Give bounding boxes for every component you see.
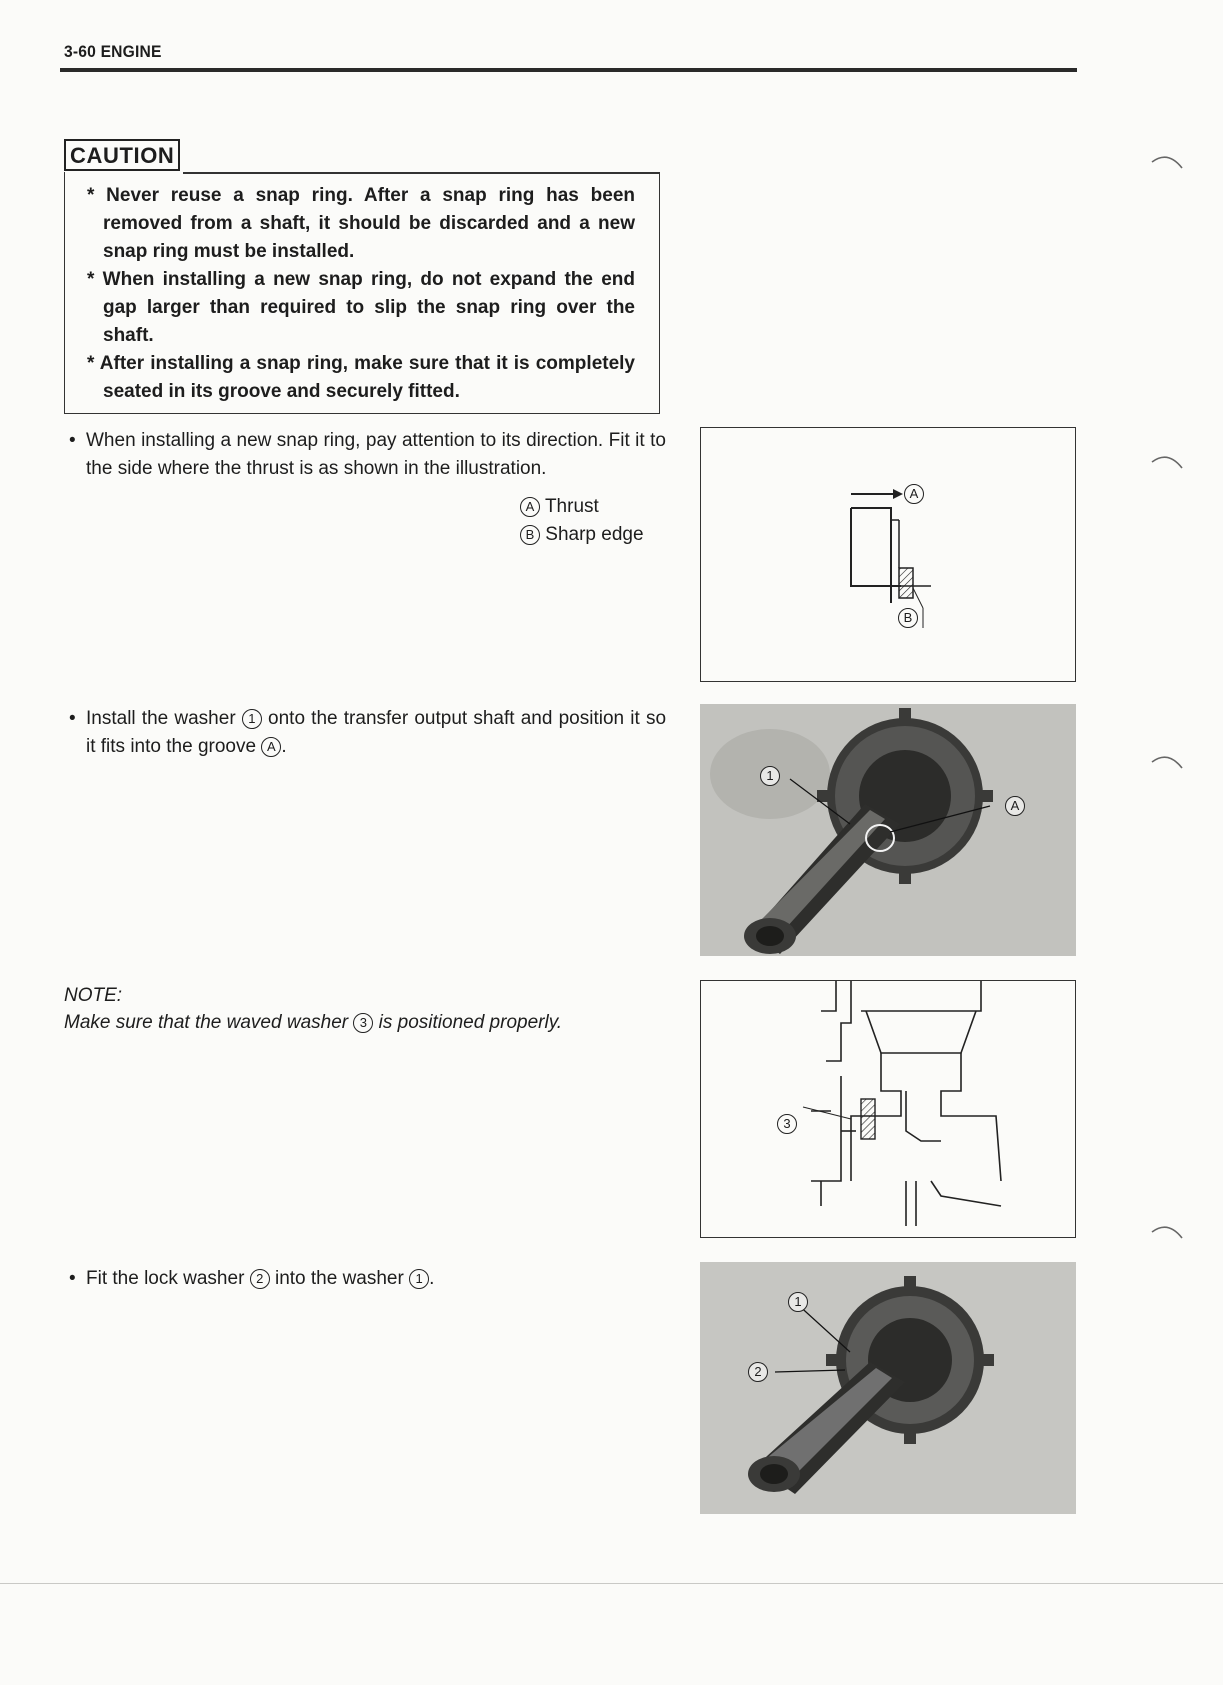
callout-a: A (1005, 796, 1025, 816)
circled-key: 3 (353, 1013, 373, 1033)
callout-b: B (898, 608, 918, 628)
circled-key: A (261, 737, 281, 757)
bullet: • (69, 708, 76, 729)
callout-3: 3 (777, 1114, 797, 1134)
waved-washer-drawing (701, 981, 1074, 1236)
caution-item: * Never reuse a snap ring. After a snap ring has been removed from a shaft, it should be discarded and a new snap ring must be installed. (87, 185, 635, 262)
callout-a: A (904, 484, 924, 504)
page-header: 3-60 ENGINE (64, 42, 162, 61)
lock-washer-photo (700, 1262, 1076, 1514)
legend-sharp-edge (520, 521, 644, 549)
caution-item: * After installing a snap ring, make sure that it is completely seated in its groove and securely fitted. (87, 353, 635, 402)
snap-ring-instruction (69, 427, 666, 483)
snap-ring-diagram (700, 427, 1076, 682)
binding-marks (1150, 150, 1190, 1450)
bullet: • (69, 1268, 76, 1289)
circled-key: 1 (242, 709, 262, 729)
caution-label: CAUTION (64, 139, 180, 171)
note-text-2: is positioned properly. (378, 1012, 563, 1033)
legend-thrust (520, 493, 599, 521)
circled-key: A (520, 497, 540, 517)
lock-washer-instruction (69, 1265, 666, 1293)
callout-1: 1 (760, 766, 780, 786)
snap-ring-drawing (701, 428, 1074, 680)
snap-ring-text: When installing a new snap ring, pay attention to its direction. Fit it to the side where the thrust is as shown in the illustration. (86, 430, 666, 479)
washer-text-1: Install the washer (86, 708, 236, 729)
caution-item: * When installing a new snap ring, do not expand the end gap larger than required to slip the snap ring over the shaft. (87, 269, 635, 346)
note-text (64, 1012, 562, 1034)
washer-text-3: . (281, 736, 287, 757)
lock-washer-photo-drawing (700, 1262, 1076, 1514)
page-bottom-rule (0, 1583, 1223, 1584)
legend-text: Sharp edge (545, 524, 644, 545)
note-text-1: Make sure that the waved washer (64, 1012, 349, 1033)
circled-key: 2 (250, 1269, 270, 1289)
lock-washer-text-3: . (429, 1268, 435, 1289)
washer-photo (700, 704, 1076, 956)
callout-2: 2 (748, 1362, 768, 1382)
callout-1: 1 (788, 1292, 808, 1312)
legend-text: Thrust (544, 496, 599, 517)
bullet: • (69, 430, 76, 451)
washer-instruction (69, 705, 667, 761)
header-rule (60, 68, 1077, 72)
caution-box (64, 172, 660, 414)
lock-washer-text-1: Fit the lock washer (86, 1268, 245, 1289)
washer-photo-drawing (700, 704, 1076, 956)
note-label: NOTE: (64, 985, 123, 1006)
caution-list (65, 172, 659, 406)
circled-key: B (520, 525, 540, 545)
lock-washer-text-2: into the washer (274, 1268, 404, 1289)
waved-washer-diagram (700, 980, 1076, 1238)
circled-key: 1 (409, 1269, 429, 1289)
washer-text-2: onto the transfer output shaft and position it so it fits into the groove (86, 708, 667, 757)
